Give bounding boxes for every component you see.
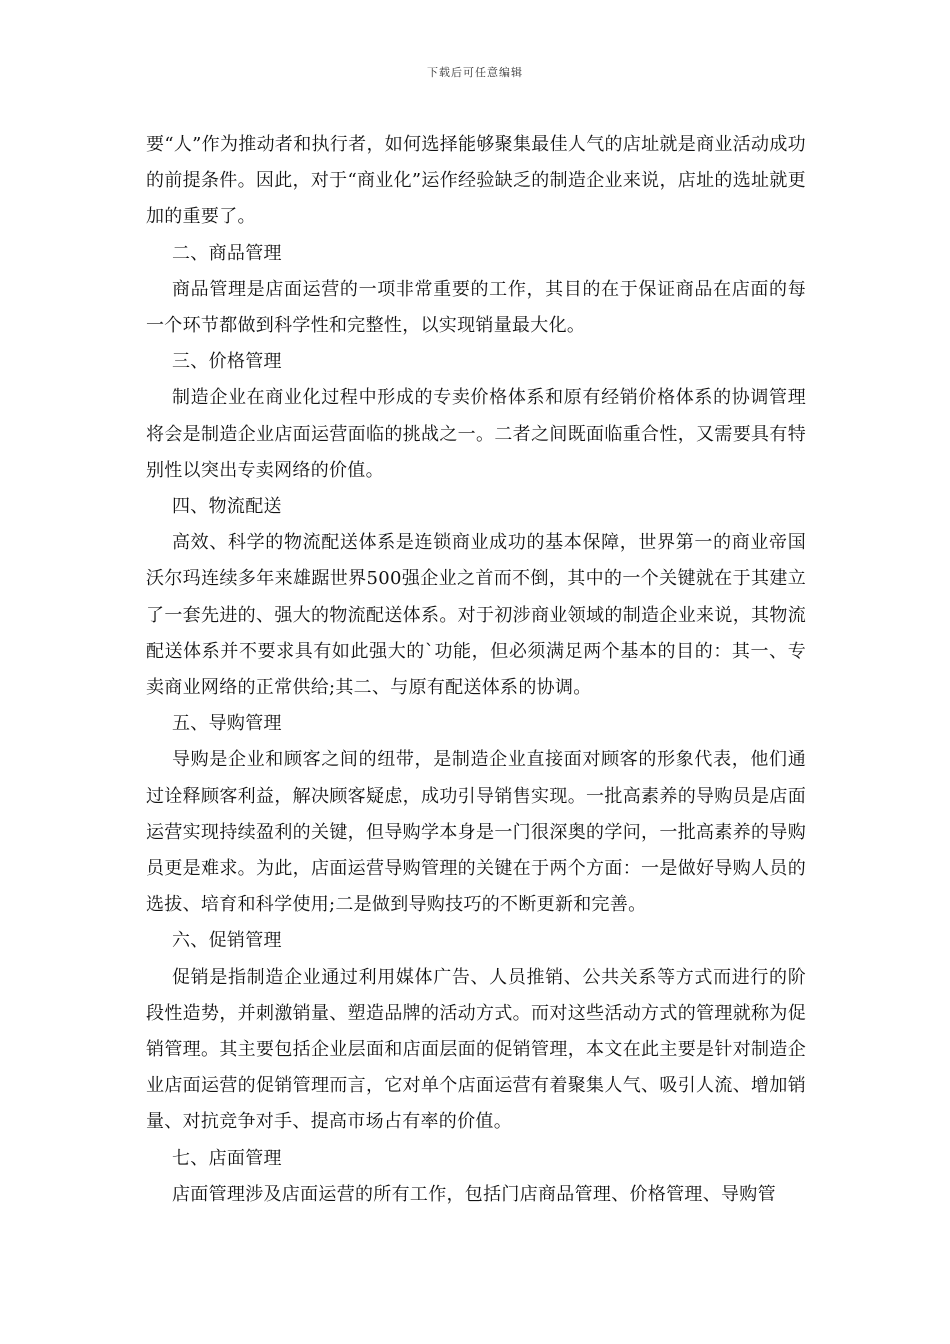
paragraph-merchandise: 商品管理是店面运营的一项非常重要的工作，其目的在于保证商品在店面的每一个环节都做到科学性和完整性，以实现销量最大化。 [146,278,806,337]
section-heading-promotion: 六、促销管理 [172,930,282,952]
paragraph-shopping-guide: 导购是企业和顾客之间的纽带，是制造企业直接面对顾客的形象代表，他们通过诠释顾客利益，解决顾客疑虑，成功引导销售实现。一批高素养的导购员是店面运营实现持续盈利的关键，但导购学本身是一门很深奥的学问，一批高素养的导购员更是难求。为此，店面运营导购管理的关键在于两个方面：一是做好导购人员的选拔、培育和科学使用;二是做到导购技巧的不断更新和完善。 [146,749,806,916]
section-heading-pricing: 三、价格管理 [172,351,282,373]
section-heading-merchandise: 二、商品管理 [172,242,282,264]
paragraph-store: 店面管理涉及店面运营的所有工作，包括门店商品管理、价格管理、导购管 [172,1183,776,1205]
paragraph-promotion: 促销是指制造企业通过利用媒体广告、人员推销、公共关系等方式而进行的阶段性造势，并刺激销量、塑造品牌的活动方式。而对这些活动方式的管理就称为促销管理。其主要包括企业层面和店面层面的促销管理，本文在此主要是针对制造企业店面运营的促销管理而言，它对单个店面运营有着聚集人气、吸引人流、增加销量、对抗竞争对手、提高市场占有率的价值。 [146,966,806,1133]
paragraph-pricing: 制造企业在商业化过程中形成的专卖价格体系和原有经销价格体系的协调管理将会是制造企业店面运营面临的挑战之一。二者之间既面临重合性，又需要具有特别性以突出专卖网络的价值。 [146,387,806,481]
section-heading-shopping-guide: 五、导购管理 [172,713,282,735]
section-heading-logistics: 四、物流配送 [172,496,282,518]
header-note: 下载后可任意编辑 [427,66,523,79]
paragraph-site-selection: 要“人”作为推动者和执行者，如何选择能够聚集最佳人气的店址就是商业活动成功的前提条件。因此，对于“商业化”运作经验缺乏的制造企业来说，店址的选址就更加的重要了。 [146,134,806,228]
paragraph-logistics: 高效、科学的物流配送体系是连锁商业成功的基本保障，世界第一的商业帝国沃尔玛连续多年来雄踞世界500强企业之首而不倒，其中的一个关键就在于其建立了一套先进的、强大的物流配送体系。对于初涉商业领域的制造企业来说，其物流配送体系并不要求具有如此强大的`功能，但必须满足两个基本的目的：其一、专卖商业网络的正常供给;其二、与原有配送体系的协调。 [146,532,806,699]
section-heading-store: 七、店面管理 [172,1147,282,1169]
document-body [146,127,806,1213]
